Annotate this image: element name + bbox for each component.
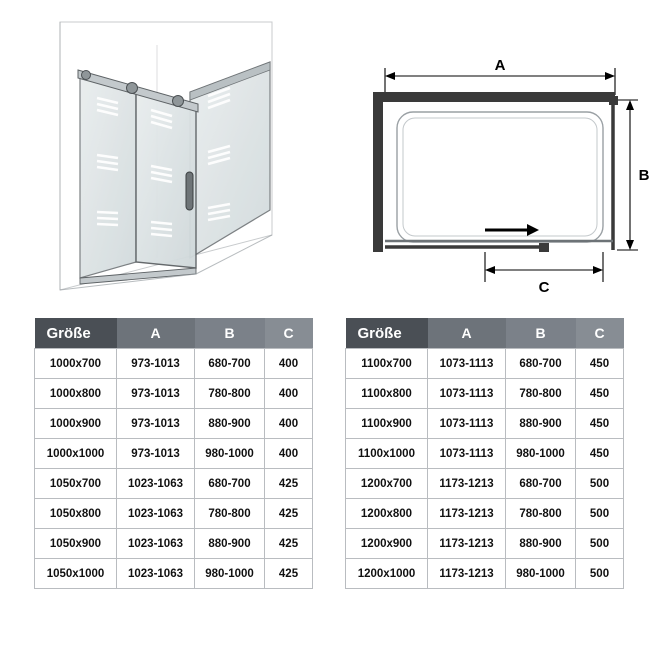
- cell-c: 450: [576, 439, 624, 469]
- column-header-a: A: [428, 318, 506, 349]
- cell-size: 1050x1000: [35, 559, 117, 589]
- cell-size: 1200x1000: [346, 559, 428, 589]
- cell-size: 1100x1000: [346, 439, 428, 469]
- cell-size: 1200x700: [346, 469, 428, 499]
- cell-size: 1000x800: [35, 379, 117, 409]
- column-header-groesse: Größe: [346, 318, 428, 349]
- table-header-row: [35, 318, 313, 349]
- cell-a: 1173-1213: [428, 499, 506, 529]
- cell-a: 973-1013: [117, 379, 195, 409]
- size-table-left: [34, 318, 312, 589]
- cell-c: 400: [265, 409, 313, 439]
- drawings-area: [0, 0, 650, 310]
- column-header-groesse: Größe: [35, 318, 117, 349]
- cell-size: 1050x800: [35, 499, 117, 529]
- table-row: [346, 469, 624, 499]
- cell-b: 780-800: [195, 499, 265, 529]
- wall-left: [373, 92, 383, 252]
- cell-a: 1073-1113: [428, 439, 506, 469]
- cell-size: 1000x900: [35, 409, 117, 439]
- dimension-label-a: A: [494, 57, 506, 74]
- cell-c: 500: [576, 469, 624, 499]
- table-row: [35, 469, 313, 499]
- cell-c: 400: [265, 379, 313, 409]
- table-row: [346, 499, 624, 529]
- cell-a: 1073-1113: [428, 349, 506, 379]
- cell-b: 780-800: [506, 379, 576, 409]
- cell-a: 973-1013: [117, 439, 195, 469]
- cell-b: 680-700: [195, 469, 265, 499]
- cell-a: 1173-1213: [428, 469, 506, 499]
- 3d-view-svg: [0, 0, 325, 310]
- cell-size: 1100x800: [346, 379, 428, 409]
- column-header-b: B: [506, 318, 576, 349]
- cell-b: 780-800: [195, 379, 265, 409]
- dimension-label-b: B: [638, 167, 650, 184]
- cell-a: 1023-1063: [117, 469, 195, 499]
- cell-c: 500: [576, 559, 624, 589]
- cell-c: 425: [265, 499, 313, 529]
- cell-c: 500: [576, 529, 624, 559]
- cell-b: 980-1000: [506, 559, 576, 589]
- wall-top: [373, 92, 615, 102]
- cell-a: 1023-1063: [117, 559, 195, 589]
- cell-c: 400: [265, 439, 313, 469]
- cell-b: 780-800: [506, 499, 576, 529]
- cell-b: 980-1000: [195, 439, 265, 469]
- table-row: [35, 439, 313, 469]
- cell-b: 880-900: [195, 409, 265, 439]
- cell-b: 880-900: [195, 529, 265, 559]
- cell-c: 450: [576, 379, 624, 409]
- cell-b: 880-900: [506, 409, 576, 439]
- table-header-row: [346, 318, 624, 349]
- cell-a: 1023-1063: [117, 499, 195, 529]
- cell-size: 1050x900: [35, 529, 117, 559]
- cell-b: 680-700: [506, 469, 576, 499]
- cell-c: 450: [576, 349, 624, 379]
- cell-size: 1000x700: [35, 349, 117, 379]
- cell-size: 1100x700: [346, 349, 428, 379]
- cell-size: 1000x1000: [35, 439, 117, 469]
- cell-c: 425: [265, 529, 313, 559]
- cell-c: 450: [576, 409, 624, 439]
- table-row: [35, 379, 313, 409]
- cell-b: 880-900: [506, 529, 576, 559]
- cell-size: 1050x700: [35, 469, 117, 499]
- size-table-right: [345, 318, 623, 589]
- column-header-c: C: [576, 318, 624, 349]
- column-header-a: A: [117, 318, 195, 349]
- cell-c: 500: [576, 499, 624, 529]
- table-row: [35, 409, 313, 439]
- cell-c: 400: [265, 349, 313, 379]
- shower-enclosure-top-view: [325, 0, 650, 310]
- cell-c: 425: [265, 469, 313, 499]
- cell-size: 1200x900: [346, 529, 428, 559]
- table-row: [346, 439, 624, 469]
- table-row: [35, 349, 313, 379]
- spec-tables: [0, 318, 650, 648]
- table-row: [35, 559, 313, 589]
- cell-a: 1173-1213: [428, 559, 506, 589]
- table-row: [346, 349, 624, 379]
- column-header-b: B: [195, 318, 265, 349]
- cell-c: 425: [265, 559, 313, 589]
- column-header-c: C: [265, 318, 313, 349]
- cell-b: 680-700: [506, 349, 576, 379]
- cell-a: 1073-1113: [428, 379, 506, 409]
- shower-enclosure-3d-view: [0, 0, 325, 310]
- cell-a: 973-1013: [117, 349, 195, 379]
- cell-a: 1023-1063: [117, 529, 195, 559]
- cell-size: 1100x900: [346, 409, 428, 439]
- dimension-label-c: C: [538, 279, 550, 296]
- table-row: [346, 379, 624, 409]
- cell-b: 980-1000: [506, 439, 576, 469]
- table-row: [346, 529, 624, 559]
- cell-a: 973-1013: [117, 409, 195, 439]
- top-view-svg: [325, 0, 650, 310]
- cell-size: 1200x800: [346, 499, 428, 529]
- table-row: [35, 529, 313, 559]
- cell-b: 680-700: [195, 349, 265, 379]
- cell-a: 1073-1113: [428, 409, 506, 439]
- table-row: [346, 559, 624, 589]
- table-row: [35, 499, 313, 529]
- table-row: [346, 409, 624, 439]
- cell-b: 980-1000: [195, 559, 265, 589]
- cell-a: 1173-1213: [428, 529, 506, 559]
